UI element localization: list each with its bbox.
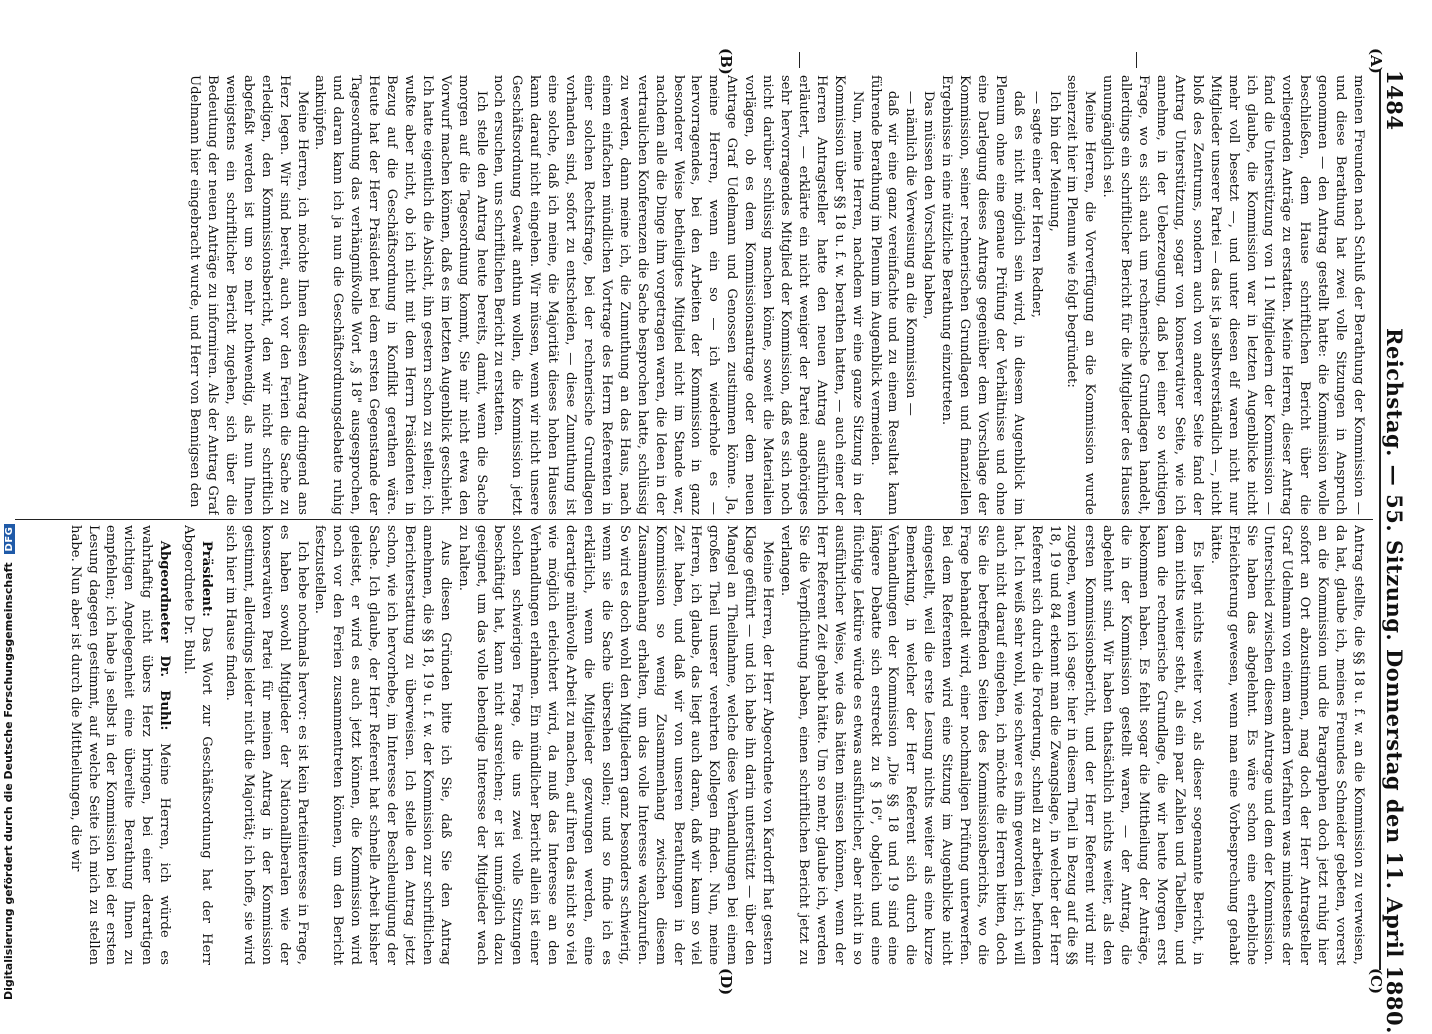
paragraph: daß es nicht möglich sein wird, in diesem Augenblick im Plenum ohne eine genaue Prüfung der Verhältnisse und ohne eine Darlegung dieses Antrags gegenüber dem Vorschlage der Kommission, seiner rechnerischen Grundlagen und finanziellen Ergebnisse in eine nützliche Berathung einzutreten. bbox=[939, 75, 1026, 515]
margin-mark-d: (D) bbox=[717, 968, 735, 996]
paragraph: Meine Herren, die Vorverfügung an die Kommission wurde seinerzeit hier im Plenum wie folgt begründet: bbox=[1064, 75, 1098, 515]
footer-text: Digitalisierung gefördert durch die Deutsche Forschungsgemeinschaft bbox=[2, 562, 15, 1000]
dfg-logo-icon: DFG bbox=[4, 524, 15, 555]
paragraph: — sagte einer der Herren Redner, bbox=[1028, 90, 1044, 319]
margin-mark-b: (B) bbox=[717, 48, 735, 75]
paragraph: Ich hebe nochmals hervor: es ist kein Parteiinteresse in Frage, es haben sowohl Mitglieder der Nationalliberalen wie der konservativen Partei für meinen Antrag in der Kommission gestimmt, allerdings leider nicht die Majorität; ich hoffe, sie wird sich hier im Hause finden. bbox=[222, 525, 310, 965]
right-column bbox=[22, 525, 1367, 965]
speaker-name: Abgeordneter Dr. Buhl: bbox=[157, 540, 173, 731]
paragraph: — nämlich die Verweisung an die Kommission — bbox=[903, 90, 919, 416]
paragraph: Ich bin der Meinung, bbox=[1046, 90, 1062, 232]
paragraph: Nun, meine Herren, nachdem wir eine ganze Sitzung in der Kommission über §§ 18 u. f. w. berathen hatten, — auch einer der Herren Antragsteller hatte den neuen Antrag ausführlich erläutert, — erklärte ein nicht weniger der Partei angehöriges sehr hervorragendes Mitglied der Kommission, daß es sich noch nicht darüber schlüssig machen könne, soweit die Materialien vorlägen, ob es dem Kommissionsantrage oder dem neuen Antrage Graf Udelmann und Genossen zustimmen könne. Ja, meine Herren, wenn ein so — ich wiederhole es — hervorragendes, bei den Arbeiten der Kommission in ganz besonderer Weise betheiligtes Mitglied nicht im Stande war, nachdem alle die Dinge ihm vorgetragen waren, die Ideen in der vertraulichen Konferenzen die Sache besprochen hatte, schlüssig zu werden, dann meine ich, die Zumuthung an das Haus, nach einem einfachen mündlichen Vortrage des Herrn Referenten in einer solchen Rechtsfrage, bei der rechnerische Grundlagen vorhanden sind, sofort zu entscheiden, — diese Zumuthung ist eine solche, daß ich meine, die Majorität dieses hohen Hauses kann darauf nicht eingehen. Wir müssen, wenn wir nicht unsere Geschäftsordnung Gewalt anthun wollen, die Kommission jetzt noch ersuchen, uns schriftlichen Bericht zu erstatten. bbox=[491, 75, 865, 515]
footer-credit bbox=[2, 524, 15, 1000]
paragraph: Das müssen den Vorschlag haben, bbox=[921, 90, 937, 320]
paragraph: Aus diesen Gründen bitte ich Sie, daß Sie den Antrag annehmen, die §§ 18, 19 u. f. w. der Kommission zur schriftlichen Berichterstattung zu überweisen. Ich stelle den Antrag jetzt schon, wie ich hervorhebe, im Interesse der Beschleunigung der Sache. Ich glaube, der Herr Referent hat schnelle Arbeit bisher geleistet, er wird es auch jetzt können, die Kommission wird noch vor den Ferien zusammentreten können, um den Bericht festzustellen. bbox=[312, 525, 453, 965]
page-header bbox=[1377, 70, 1407, 1034]
margin-dash bbox=[1136, 52, 1137, 68]
paragraph: Abgeordneter Dr. Buhl: Meine Herren, ich würde es wahrhaftig nicht übers Herz bringen, bei einer derartigen wichtigen Angelegenheit eine übereilte Berathung Ihnen zu empfehlen; ich habe ja selbst in der Kommission bei der ersten Lesung dagegen gestimmt, auf welche Seite ich mich zu stellen habe. Nun aber ist durch die Mittheilungen, die wir bbox=[67, 525, 173, 965]
paragraph: Es liegt nichts weiter vor, als dieser sogenannte Bericht, in dem nichts weiter steht, als ein paar Zahlen und Tabellen, und kann die rechnerische Grundlage, die wir heute Morgen erst bekommen haben. Es fehlt sogar die Mittheilung der Anträge, die in der Kommission gestellt waren, — der Antrag, die abgelehnt sind. Wir haben thatsächlich nichts weiter, als den ersten Kommissionsbericht, und der Herr Referent wird mir zugeben, wenn ich sage: hier in diesem Theil in Bezug auf die §§ 18, 19 und 84 erkennt man die Zwangslage, in welcher der Herr Referent sich durch die Forderung, schnell zu arbeiten, befunden hat. Ich weiß sehr wohl, wie schwer es ihm geworden ist; ich will auch nicht darauf eingehen, ich möchte die Herren bitten, doch Sie die betreffenden Seiten des Kommissionsberichts, wo die Frage behandelt wird, einer nochmaligen Prüfung unterwerfen. Bei dem Referenten wird eine Sitzung im Augenblicke nicht eingestellt, weil die erste Lesung nichts weiter als eine kurze Bemerkung, in welcher der Herr Referent sich durch die Verhandlungen der Kommission „Die §§ 18 und 19 sind eine längere Debatte sich erstreckt zu § 16", obgleich und eine flüchtige Lektüre würde es etwas ausführlicher, aber nicht in so ausführlicher Weise, wie das hätten müssen können, wenn der Herr Referent Zeit gehabt hätte. Um so mehr, glaube ich, werden Sie die Verpflichtung haben, einen schriftlichen Bericht jetzt zu verlangen. bbox=[778, 525, 1205, 965]
paragraph: meinen Freunden nach Schluß der Berathung der Kommission — und diese Berathung hat zwei volle Sitzungen in Anspruch genommen — den Antrag gestellt hatte: die Kommission wolle beschließen, dem Hause schriftlichen Bericht über die vorliegenden Anträge zu erstatten. Meine Herren, dieser Antrag fand die Unterstützung von 11 Mitgliedern der Kommission — ich glaube, die Kommission war in letzten Augenblicke nicht mehr voll besetzt —, und unter diesen elf waren nicht nur Mitglieder unserer Partei — das ist ja selbstverständlich —, nicht bloß des Zentrums, sondern auch von anderer Seite fand der Antrag Unterstützung, sogar von konservativer Seite, wie ich annehme, in der Ueberzeugung, daß bei einer so wichtigen Frage, wo es sich auch um rechnerische Grundlagen handelt, allerdings ein schriftlicher Bericht für die Mitglieder des Hauses unumgänglich sei. bbox=[1100, 75, 1366, 515]
paragraph: Meine Herren, ich möchte Ihnen diesen Antrag dringend ans Herz legen. Wir sind bereit, auch vor den Ferien die Sache zu erledigen, den Kommissionsbericht, den wir nicht schriftlich abgefaßt werden ist um so mehr nothwendig, als nun Ihnen wenigstens ein schriftlicher Bericht zugehen, sich über die Bedeutung der neuen Anträge zu informiren. Als der Antrag Graf Udelmann hier eingebracht wurde, und Herr von Bennigsen den bbox=[187, 75, 310, 515]
paragraph: Antrag stellte, die §§ 18 u. f. w. an die Kommission zu verweisen, da hat, glaube ich, meines Freundes Schneider gebeten, vorerst an die Kommission und die Paragraphen doch jetzt ruhig hier sofort an Ort abzustimmen, mag doch der Herr Antragsteller Graf Udelmann von einem andern Verfahren was mindestens der Unterschied zwischen diesem Antrage und dem der Kommission. Sie haben das abgelehnt. Es wäre schon eine erhebliche Erleichterung gewesen, wenn man eine Vorbesprechung gehabt hätte. bbox=[1207, 525, 1366, 965]
page-number: 1484 bbox=[1382, 70, 1407, 131]
paragraph: Meine Herren, der Herr Abgeordnete von Kardorff hat gestern Klage geführt — und ich habe ihn darin unterstützt — über den Mangel an Theilnahme, welche diese Verhandlungen bei einem großen Theil unserer verehrten Kollegen finden. Nun, meine Herren, ich glaube, das liegt auch daran, daß wir kaum so viel Zeit haben, und daß wir von unseren Berathungen in der Kommission so wenig Zusammenhang zwischen diesem Zusammenhang erhalten, um das volle Interesse wachzurufen. So wird es doch wohl den Mitgliedern ganz besonders schwierig, wenn sie die Sache übersehen sollen; und so finde ich es erklärlich, wenn die Mitglieder gezwungen werden, eine derartige mühevolle Arbeit zu machen, auf ihren das nicht so viel wie möglich erleichtert wird, da muß das Interesse an den Verhandlungen erlahmen. Ein mündlicher Bericht allein ist einer solchen schwierigen Frage, die uns zwei volle Sitzungen beschäftigt hat, kann nicht ausreichen; er ist unmöglich dazu geeignet, um das volle lebendige Interesse der Mitglieder wach zu halten. bbox=[455, 525, 776, 965]
paragraph: Präsident: Das Wort zur Geschäftsordnung hat der Herr Abgeordnete Dr. Buhl. bbox=[181, 525, 214, 965]
paragraph: daß wir eine ganz vereinfachte und zu einem Resultat kann führende Berathung im Plenum im Augenblick vermeiden. bbox=[867, 75, 901, 515]
column-divider bbox=[15, 519, 1373, 520]
running-title: Reichstag. — 55. Sitzung. Donnerstag den 11. April 1880. bbox=[1382, 328, 1407, 1034]
speaker-name: Präsident: bbox=[199, 540, 214, 617]
margin-dash bbox=[799, 52, 800, 68]
header-rule bbox=[1379, 70, 1381, 970]
margin-mark-a: (A) bbox=[1367, 48, 1385, 74]
paragraph: Ich stelle den Antrag heute bereits, damit, wenn die Sache morgen auf die Tagesordnung kommt, Sie mir nicht etwa den Vorwurf machen können, daß es im letzten Augenblick geschieht. Ich hatte eigentlich die Absicht, ihn gestern schon zu stellen; ich wußte aber nicht, ob ich nicht mit dem Herrn Präsidenten in Bezug auf die Geschäftsordnung in Konflikt gerathen wäre. Heute hat der Herr Präsident bei dem ersten Gegenstande der Tagesordnung das verhängnißvolle Wort „§ 18" ausgesprochen, und daran kann ich ja nun die Geschäftsordnungsdebatte ruhig anknüpfen. bbox=[312, 75, 489, 515]
margin-mark-c: (C) bbox=[1367, 968, 1385, 995]
left-column bbox=[22, 75, 1367, 515]
